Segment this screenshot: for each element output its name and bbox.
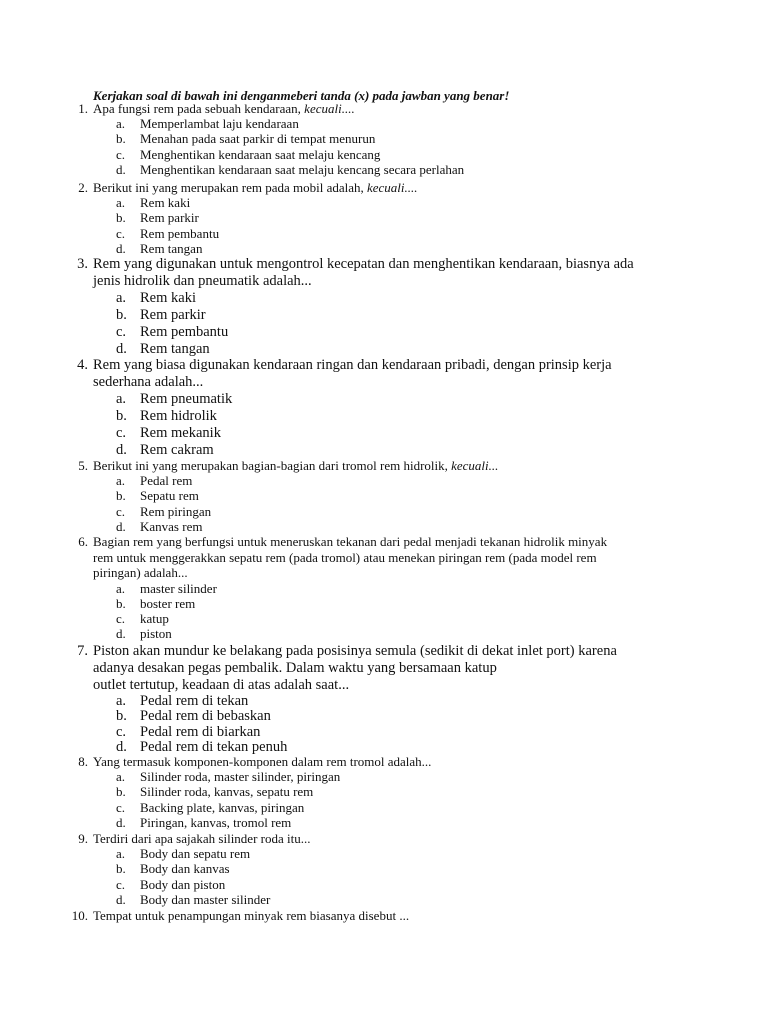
question-text bbox=[93, 660, 497, 677]
answer-option[interactable] bbox=[0, 210, 768, 225]
option-letter: b. bbox=[116, 595, 126, 611]
question-number: 2. bbox=[78, 180, 88, 195]
question-9 bbox=[0, 831, 768, 907]
option-text: Rem parkir bbox=[140, 210, 199, 226]
answer-option[interactable] bbox=[0, 626, 768, 641]
question-text bbox=[93, 180, 418, 195]
option-letter: c. bbox=[116, 146, 126, 162]
question-text-main: Piston akan mundur ke belakang pada posisinya semula (sedikit di dekat inlet port) karena bbox=[93, 643, 617, 659]
question-text bbox=[93, 273, 312, 290]
option-text: Body dan master silinder bbox=[140, 891, 271, 907]
option-letter: b. bbox=[116, 407, 127, 424]
question-6 bbox=[0, 534, 768, 642]
answer-option[interactable] bbox=[0, 769, 768, 784]
question-line bbox=[0, 550, 768, 566]
question-line bbox=[0, 101, 768, 116]
answer-option[interactable] bbox=[0, 596, 768, 611]
question-line bbox=[0, 643, 768, 660]
option-letter: c. bbox=[116, 799, 126, 815]
question-line bbox=[0, 565, 768, 581]
option-text: Rem kaki bbox=[140, 290, 196, 306]
option-text: Silinder roda, kanvas, sepatu rem bbox=[140, 784, 314, 800]
option-text: katup bbox=[140, 611, 169, 627]
question-text-main: rem untuk menggerakkan sepatu rem (pada tromol) atau menekan piringan rem (pada model rem bbox=[93, 549, 597, 565]
answer-option[interactable] bbox=[0, 116, 768, 131]
option-letter: c. bbox=[116, 876, 126, 892]
question-line bbox=[0, 677, 768, 694]
option-text: Rem tangan bbox=[140, 240, 203, 256]
answer-option[interactable] bbox=[0, 425, 768, 442]
question-line bbox=[0, 357, 768, 374]
option-letter: b. bbox=[116, 861, 126, 877]
answer-option[interactable] bbox=[0, 846, 768, 861]
option-letter: b. bbox=[116, 210, 126, 226]
option-text: Rem piringan bbox=[140, 503, 212, 519]
answer-option[interactable] bbox=[0, 391, 768, 408]
option-letter: d. bbox=[116, 518, 126, 534]
question-text bbox=[93, 908, 409, 923]
question-text bbox=[93, 534, 607, 550]
question-line bbox=[0, 256, 768, 273]
question-text bbox=[93, 374, 203, 391]
question-line bbox=[0, 534, 768, 550]
option-letter: c. bbox=[116, 424, 127, 441]
option-letter: d. bbox=[116, 441, 127, 458]
question-number: 3. bbox=[77, 256, 88, 272]
answer-option[interactable] bbox=[0, 408, 768, 425]
option-text: piston bbox=[140, 626, 172, 642]
answer-option[interactable] bbox=[0, 725, 768, 740]
question-2 bbox=[0, 180, 768, 256]
question-number: 7. bbox=[77, 643, 88, 659]
option-letter: a. bbox=[116, 195, 126, 210]
question-text bbox=[93, 643, 617, 660]
option-text: Rem parkir bbox=[140, 306, 206, 323]
question-line bbox=[0, 831, 768, 846]
option-text: Pedal rem di tekan bbox=[140, 693, 249, 709]
answer-option[interactable] bbox=[0, 195, 768, 210]
question-line bbox=[0, 374, 768, 391]
question-text-main: Berikut ini yang merupakan rem pada mobil adalah, bbox=[93, 180, 364, 195]
option-text: Rem tangan bbox=[140, 340, 210, 357]
question-10 bbox=[0, 908, 768, 923]
answer-option[interactable] bbox=[0, 740, 768, 755]
option-letter: d. bbox=[116, 340, 127, 357]
option-letter: d. bbox=[116, 161, 126, 177]
question-text-main: Berikut ini yang merupakan bagian-bagian dari tromol rem hidrolik, bbox=[93, 458, 448, 473]
question-8 bbox=[0, 754, 768, 830]
question-text-main: Bagian rem yang berfungsi untuk meneruskan tekanan dari pedal menjadi tekanan hidrolik minyak bbox=[93, 534, 608, 549]
answer-option[interactable] bbox=[0, 694, 768, 709]
question-text bbox=[93, 256, 634, 273]
option-text: Sepatu rem bbox=[140, 488, 199, 504]
question-text bbox=[93, 754, 431, 769]
question-text bbox=[93, 458, 498, 473]
question-number: 10. bbox=[71, 908, 88, 923]
option-letter: d. bbox=[116, 626, 126, 642]
option-letter: c. bbox=[116, 723, 127, 740]
option-text: Rem hidrolik bbox=[140, 407, 217, 424]
answer-option[interactable] bbox=[0, 815, 768, 830]
option-text: boster rem bbox=[140, 595, 196, 611]
question-number: 4. bbox=[77, 357, 88, 373]
option-text: Body dan kanvas bbox=[140, 861, 230, 877]
option-letter: c. bbox=[116, 611, 126, 627]
question-text-main: jenis hidrolik dan pneumatik adalah... bbox=[93, 273, 312, 289]
question-4 bbox=[0, 357, 768, 459]
option-letter: b. bbox=[116, 708, 127, 725]
question-text bbox=[93, 565, 188, 581]
question-7 bbox=[0, 643, 768, 755]
question-italic-suffix: kecuali.... bbox=[367, 180, 418, 195]
question-text bbox=[93, 677, 349, 694]
option-letter: b. bbox=[116, 131, 126, 147]
answer-option[interactable] bbox=[0, 709, 768, 724]
option-letter: b. bbox=[116, 784, 126, 800]
question-text-main: Terdiri dari apa sajakah silinder roda itu... bbox=[93, 831, 311, 846]
question-line bbox=[0, 754, 768, 769]
question-text bbox=[93, 101, 355, 116]
option-text: Body dan piston bbox=[140, 876, 226, 892]
option-text: Menghentikan kendaraan saat melaju kencang bbox=[140, 146, 381, 162]
option-letter: d. bbox=[116, 814, 126, 830]
option-text: Menahan pada saat parkir di tempat menurun bbox=[140, 131, 376, 147]
question-number: 9. bbox=[78, 831, 88, 846]
question-number: 8. bbox=[78, 754, 88, 769]
question-italic-suffix: kecuali... bbox=[451, 458, 499, 473]
answer-option[interactable] bbox=[0, 800, 768, 815]
answer-option[interactable] bbox=[0, 488, 768, 503]
answer-option[interactable] bbox=[0, 226, 768, 241]
question-text-main: outlet tertutup, keadaan di atas adalah saat... bbox=[93, 677, 350, 693]
option-text: master silinder bbox=[140, 580, 217, 596]
option-letter: d. bbox=[116, 240, 126, 256]
answer-option[interactable] bbox=[0, 324, 768, 341]
answer-option[interactable] bbox=[0, 341, 768, 358]
option-letter: a. bbox=[116, 473, 126, 488]
option-text: Rem pembantu bbox=[140, 225, 220, 241]
answer-option[interactable] bbox=[0, 892, 768, 907]
option-text: Piringan, kanvas, tromol rem bbox=[140, 814, 292, 830]
option-letter: d. bbox=[116, 891, 126, 907]
option-text: Memperlambat laju kendaraan bbox=[140, 116, 299, 131]
question-line bbox=[0, 908, 768, 923]
option-letter: c. bbox=[116, 323, 127, 340]
option-letter: a. bbox=[116, 391, 127, 407]
option-text: Pedal rem di tekan penuh bbox=[140, 738, 288, 755]
option-text: Rem pembantu bbox=[140, 323, 229, 340]
option-letter: a. bbox=[116, 580, 126, 596]
option-text: Pedal rem bbox=[140, 473, 193, 488]
answer-option[interactable] bbox=[0, 504, 768, 519]
answer-option[interactable] bbox=[0, 162, 768, 177]
question-text bbox=[93, 831, 310, 846]
answer-option[interactable] bbox=[0, 581, 768, 596]
option-letter: b. bbox=[116, 488, 126, 504]
question-number: 5. bbox=[78, 458, 88, 473]
option-letter: a. bbox=[116, 116, 126, 131]
question-italic-suffix: kecuali.... bbox=[304, 101, 355, 116]
option-text: Pedal rem di bebaskan bbox=[140, 708, 271, 725]
question-text bbox=[93, 550, 597, 566]
answer-option[interactable] bbox=[0, 473, 768, 488]
option-text: Backing plate, kanvas, piringan bbox=[140, 799, 305, 815]
question-1 bbox=[0, 101, 768, 177]
question-text-main: Rem yang biasa digunakan kendaraan ringan dan kendaraan pribadi, dengan prinsip kerja bbox=[93, 357, 612, 373]
option-letter: d. bbox=[116, 738, 127, 755]
answer-option[interactable] bbox=[0, 784, 768, 799]
option-letter: a. bbox=[116, 290, 127, 306]
instruction-heading: Kerjakan soal di bawah ini denganmeberi tanda (x) pada jawban yang benar! bbox=[93, 88, 510, 103]
option-text: Rem cakram bbox=[140, 441, 214, 458]
question-3 bbox=[0, 256, 768, 358]
question-text-main: Yang termasuk komponen-komponen dalam rem tromol adalah... bbox=[93, 754, 432, 769]
option-text: Silinder roda, master silinder, piringan bbox=[140, 769, 341, 784]
question-line bbox=[0, 458, 768, 473]
question-line bbox=[0, 660, 768, 677]
question-text-main: piringan) adalah... bbox=[93, 565, 188, 580]
option-text: Rem kaki bbox=[140, 195, 191, 210]
option-letter: a. bbox=[116, 769, 126, 784]
question-line bbox=[0, 273, 768, 290]
answer-option[interactable] bbox=[0, 519, 768, 534]
option-text: Kanvas rem bbox=[140, 518, 203, 534]
question-line bbox=[0, 180, 768, 195]
option-text: Rem mekanik bbox=[140, 424, 221, 441]
option-text: Pedal rem di biarkan bbox=[140, 723, 261, 740]
answer-option[interactable] bbox=[0, 241, 768, 256]
answer-option[interactable] bbox=[0, 307, 768, 324]
answer-option[interactable] bbox=[0, 861, 768, 876]
answer-option[interactable] bbox=[0, 131, 768, 146]
question-text-main: Tempat untuk penampungan minyak rem biasanya disebut ... bbox=[93, 908, 410, 923]
option-letter: c. bbox=[116, 225, 126, 241]
option-letter: a. bbox=[116, 846, 126, 861]
answer-option[interactable] bbox=[0, 290, 768, 307]
option-text: Rem pneumatik bbox=[140, 391, 233, 407]
question-text-main: Apa fungsi rem pada sebuah kendaraan, bbox=[93, 101, 301, 116]
option-letter: b. bbox=[116, 306, 127, 323]
option-text: Body dan sepatu rem bbox=[140, 846, 251, 861]
question-text bbox=[93, 357, 612, 374]
question-text-main: Rem yang digunakan untuk mengontrol kecepatan dan menghentikan kendaraan, biasnya ada bbox=[93, 256, 634, 272]
answer-option[interactable] bbox=[0, 147, 768, 162]
question-text-main: adanya desakan pegas pembalik. Dalam waktu yang bersamaan katup bbox=[93, 660, 497, 676]
question-5 bbox=[0, 458, 768, 534]
question-text-main: sederhana adalah... bbox=[93, 374, 204, 390]
question-number: 6. bbox=[78, 534, 88, 549]
question-number: 1. bbox=[78, 101, 88, 116]
answer-option[interactable] bbox=[0, 442, 768, 459]
answer-option[interactable] bbox=[0, 611, 768, 626]
option-letter: a. bbox=[116, 693, 127, 709]
option-letter: c. bbox=[116, 503, 126, 519]
option-text: Menghentikan kendaraan saat melaju kencang secara perlahan bbox=[140, 161, 465, 177]
answer-option[interactable] bbox=[0, 877, 768, 892]
